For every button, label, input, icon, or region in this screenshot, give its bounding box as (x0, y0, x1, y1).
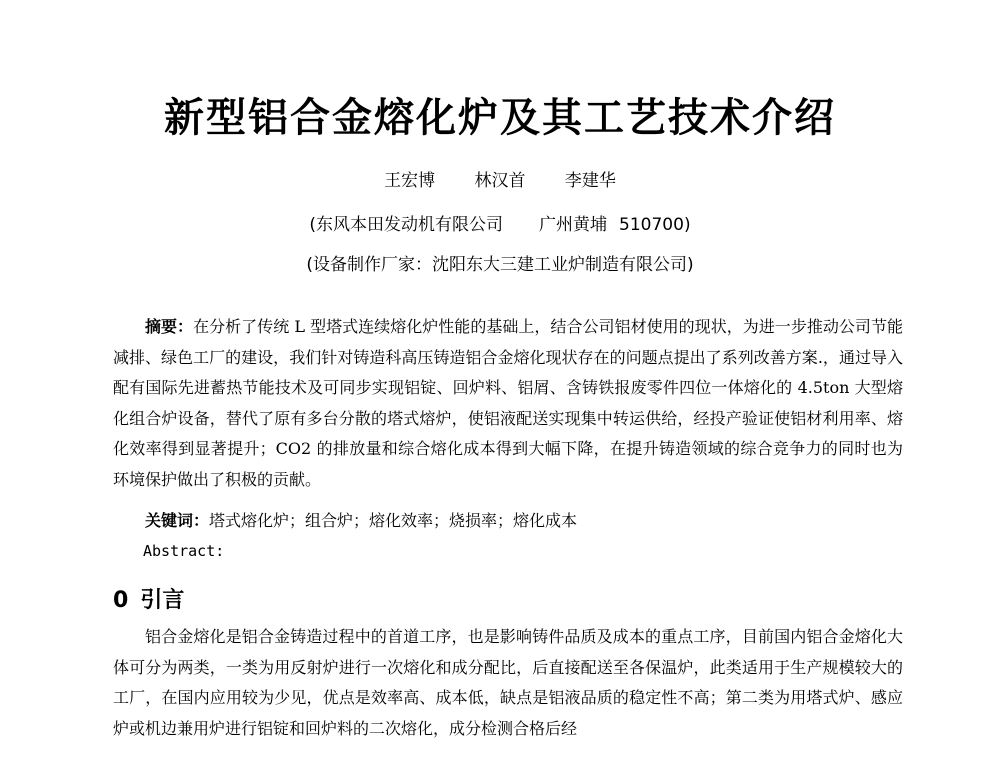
paper-title: 新型铝合金熔化炉及其工艺技术介绍 (164, 94, 836, 141)
section-number: 0 (113, 588, 129, 613)
introduction-paragraph: 铝合金熔化是铝合金铸造过程中的首道工序，也是影响铸件品质及成本的重点工序，目前国内铝合金熔化大体可分为两类，一类为用反射炉进行一次熔化和成分配比，后直接配送至各保温炉，此类适用于生产规模较大的工厂，在国内应用较为少见，优点是效率高、成本低，缺点是铝液品质的稳定性不高；第二类为用塔式炉、感应炉或机边兼用炉进行铝锭和回炉料的二次熔化，成分检测合格后经 (113, 627, 903, 738)
keywords-label: 关键词： (145, 511, 210, 530)
author-list (0, 168, 1000, 194)
section-title: 引言 (140, 588, 185, 613)
equipment-manufacturer: (设备制作厂家：沈阳东大三建工业炉制造有限公司) (306, 255, 694, 275)
abstract-text: 在分析了传统 L 型塔式连续熔化炉性能的基础上，结合公司铝材使用的现状，为进一步推动公司节能减排、绿色工厂的建设，我们针对铸造科高压铸造铝合金熔化现状存在的问题点提出了系列改善方案.，通过导入配有国际先进蓄热节能技术及可同步实现铝锭、回炉料、铝屑、含铸铁报废零件四位一体熔化的 4.5ton 大型熔化组合炉设备，替代了原有多台分散的塔式熔炉，使铝液配送实现集中转运供给，经投产验证使铝材利用率、熔化效率得到显著提升；CO2 的排放量和综合熔化成本得到大幅下降，在提升铸造领域的综合竞争力的同时也为环境保护做出了积极的贡献。 (113, 317, 903, 489)
affiliation-location: 广州黄埔 (539, 215, 608, 235)
author-affiliation (0, 212, 1000, 238)
author-name: 林汉首 (474, 171, 526, 191)
author-name: 李建华 (564, 171, 616, 191)
affiliation-company: (东风本田发动机有限公司 (309, 215, 504, 235)
section-heading (113, 584, 184, 618)
english-abstract-line (113, 536, 903, 567)
affiliation-postcode: 510700) (619, 215, 691, 235)
abstract-label: 摘要： (145, 317, 194, 336)
abstract-paragraph (113, 312, 903, 495)
keywords-line (113, 506, 903, 537)
keywords-text: 塔式熔化炉；组合炉；熔化效率；烧损率；熔化成本 (209, 511, 578, 530)
author-name: 王宏博 (384, 171, 436, 191)
english-abstract-label: Abstract: (143, 542, 225, 560)
